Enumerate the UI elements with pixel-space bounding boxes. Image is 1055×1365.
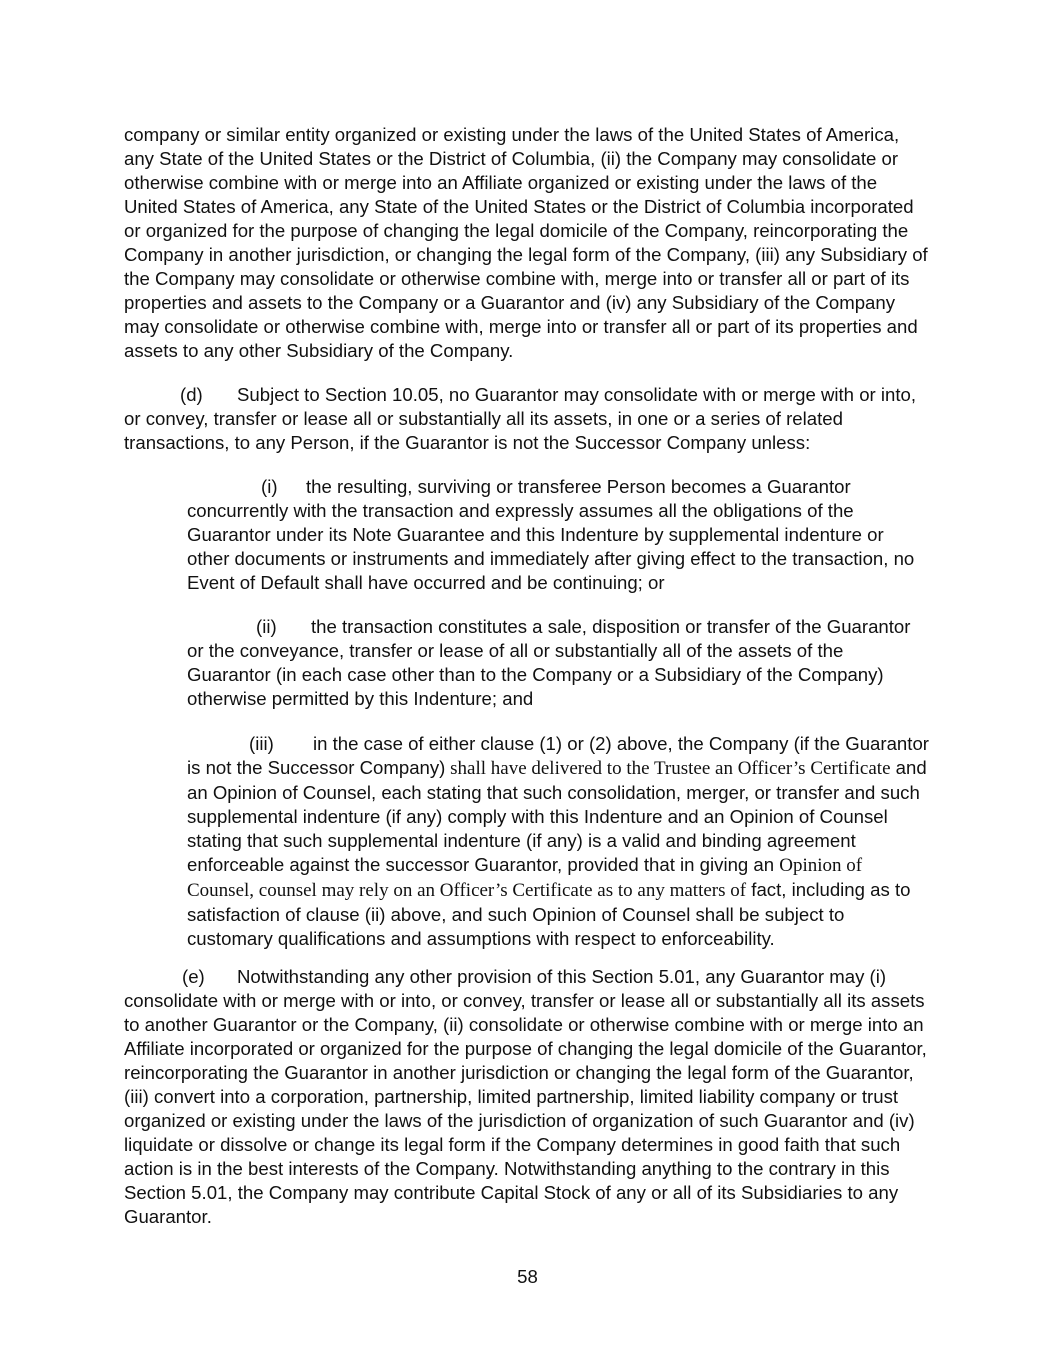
clause-i-label: (i)	[261, 476, 278, 497]
page-number: 58	[517, 1266, 538, 1287]
paragraph-e	[124, 965, 936, 1229]
paragraph-d-label: (d)	[180, 384, 203, 405]
clause-iii-text-2: shall have delivered to the Trustee an Officer’s Certificate	[445, 758, 891, 779]
clause-iii-text-3: and an Opinion of Counsel, each stating that such consolidation, merger, or transfer and such supplemental indenture (if any) comply with this Indenture and an Opinion of Counsel stating that such supplemental indenture (if any) is a valid and binding agreement enforceable against the successor Guarantor, provided that in giving an	[187, 757, 927, 875]
clause-iii	[187, 732, 933, 951]
clause-iii-label: (iii)	[249, 733, 274, 754]
clause-i-text: the resulting, surviving or transferee Person becomes a Guarantor concurrently with the transaction and expressly assumes all the obligations of the Guarantor under its Note Guarantee and this Indenture by supplemental indenture or other documents or instruments and immediately after giving effect to the transaction, no Event of Default shall have occurred and be continuing; or	[187, 476, 915, 593]
clause-i	[187, 475, 929, 595]
clause-iii-text-5: fact, including as to satisfaction of clause (ii) above, and such Opinion of Counsel shall be subject to customary qualifications and assumptions with respect to enforceability.	[187, 879, 911, 949]
clause-ii-text: the transaction constitutes a sale, disposition or transfer of the Guarantor or the conveyance, transfer or lease of all or substantially all of the assets of the Guarantor (in each case other than to the Company or a Subsidiary of the Company) otherwise permitted by this Indenture; and	[187, 616, 911, 709]
paragraph-e-label: (e)	[182, 966, 205, 987]
clause-iii-text-4: Opinion of Counsel, counsel may rely on an Officer’s Certificate as to any matters of	[187, 855, 863, 901]
paragraph-d-text: Subject to Section 10.05, no Guarantor may consolidate with or merge with or into, or convey, transfer or lease all or substantially all its assets, in one or a series of related transactions, to any Person, if the Guarantor is not the Successor Company unless:	[124, 384, 917, 453]
paragraph-c-continuation: company or similar entity organized or existing under the laws of the United States of America, any State of the United States or the District of Columbia, (ii) the Company may consolidate or otherwise combine with or merge into an Affiliate organized or existing under the laws of the United States of America, any State of the United States or the District of Columbia incorporated or organized for the purpose of changing the legal domicile of the Company, reincorporating the Company in another jurisdiction, or changing the legal form of the Company, (iii) any Subsidiary of the Company may consolidate or otherwise combine with, merge into or transfer all or part of its properties and assets to the Company or a Guarantor and (iv) any Subsidiary of the Company may consolidate or otherwise combine with, merge into or transfer all or part of its properties and assets to any other Subsidiary of the Company.	[124, 124, 928, 361]
clause-ii	[187, 615, 929, 711]
paragraph-d	[124, 383, 936, 455]
clause-ii-label: (ii)	[256, 616, 277, 637]
paragraph-e-text: Notwithstanding any other provision of this Section 5.01, any Guarantor may (i) consolidate with or merge with or into, or convey, transfer or lease all or substantially all its assets to another Guarantor or the Company, (ii) consolidate or otherwise combine with or merge into an Affiliate incorporated or organized for the purpose of changing the legal domicile of the Guarantor, reincorporating the Guarantor in another jurisdiction or changing the legal form of the Guarantor, (iii) convert into a corporation, partnership, limited partnership, limited liability company or trust organized or existing under the laws of the jurisdiction of organization of such Guarantor and (iv) liquidate or dissolve or change its legal form if the Company determines in good faith that such action is in the best interests of the Company. Notwithstanding anything to the contrary in this Section 5.01, the Company may contribute Capital Stock of any or all of its Subsidiaries to any Guarantor.	[124, 966, 927, 1227]
clause-iii-text-1: in the case of either clause (1) or (2) above, the Company (if the Guarantor is not the Successor Company)	[187, 733, 929, 778]
